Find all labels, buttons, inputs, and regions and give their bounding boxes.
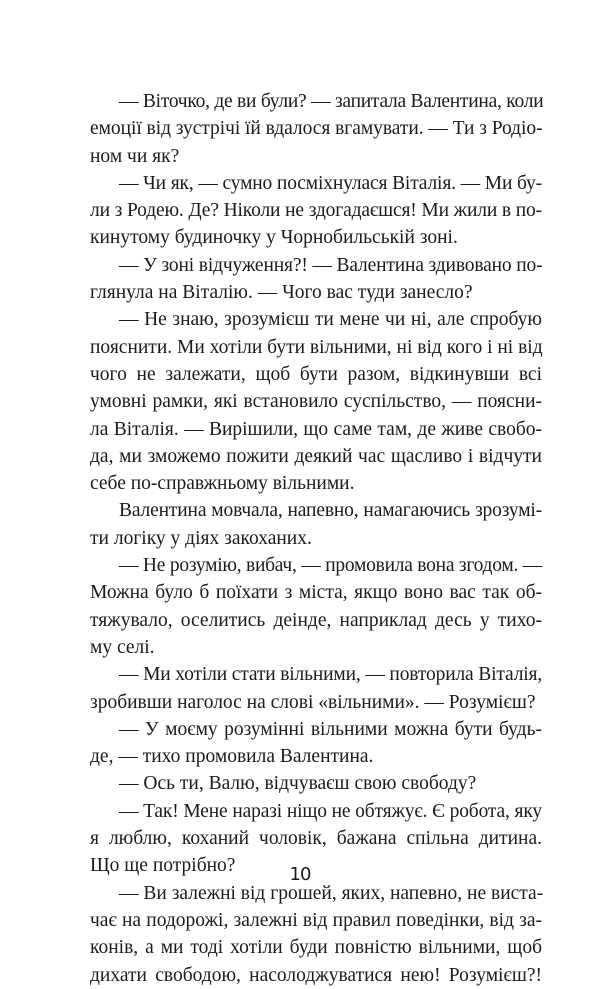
- text-line: пояснити. Ми хотіли бути вільними, ні від кого і ні від: [90, 336, 543, 358]
- text-line: — У моєму розумінні вільними можна бути будь-: [119, 718, 542, 740]
- text-line: — У зоні відчуження?! — Валентина здивовано по-: [119, 254, 543, 276]
- paragraph: [90, 661, 542, 716]
- text-line: ти логіку у діях закоханих.: [90, 527, 312, 549]
- paragraph: [90, 170, 542, 252]
- paragraph: [90, 497, 542, 552]
- text-line: Можна було б поїхати з міста, якщо воно вас так об-: [90, 582, 542, 604]
- text-line: де, — тихо промовила Валентина.: [90, 746, 374, 768]
- text-line: Валентина мовчала, напевно, намагаючись зрозумі-: [119, 500, 542, 522]
- paragraph: [90, 716, 542, 771]
- text-line: умовні рамки, які встановило суспільство, — поясни-: [90, 391, 542, 413]
- text-line: себе по-справжньому вільними.: [90, 473, 355, 495]
- paragraph: [90, 306, 542, 497]
- text-line: чає на подорожі, залежні від правил поведінки, від за-: [90, 909, 542, 931]
- text-line: — Чи як, — сумно посміхнулася Віталія. — Ми бу-: [119, 172, 542, 194]
- text-line: ли з Родею. Де? Ніколи не здогадаєшся! Ми жили в по-: [90, 200, 542, 222]
- paragraph: [90, 552, 542, 661]
- text-line: емоції від зустрічі їй вдалося вгамувати. — Ти з Родіо-: [90, 118, 543, 140]
- text-line: да, ми зможемо пожити деякий час щасливо і відчути: [90, 445, 542, 467]
- text-line: чого не залежати, щоб бути разом, відкинувши всі: [90, 363, 542, 385]
- text-line: глянула на Віталію. — Чого вас туди занесло?: [90, 282, 473, 304]
- text-line: — Не розумію, вибач, — промовила вона згодом. —: [119, 555, 542, 577]
- text-line: кинутому будиночку у Чорнобильській зоні.: [90, 227, 458, 249]
- page-number: 10: [289, 864, 311, 885]
- paragraph: [90, 880, 542, 989]
- text-line: — Ви залежні від грошей, яких, напевно, не виста-: [119, 882, 544, 904]
- text-line: — Ми хотіли стати вільними, — повторила Віталія,: [119, 664, 543, 686]
- text-line: зробивши наголос на слові «вільними». — Розумієш?: [90, 691, 536, 713]
- text-line: я люблю, коханий чоловік, бажана спільна дитина.: [90, 828, 542, 850]
- text-line: — Не знаю, зрозумієш ти мене чи ні, але спробую: [119, 309, 542, 331]
- text-line: — Ось ти, Валю, відчуваєш свою свободу?: [119, 773, 477, 795]
- paragraph: [90, 88, 542, 170]
- text-line: ном чи як?: [90, 145, 180, 167]
- text-line: ла Віталія. — Вирішили, що саме там, де живе свобо-: [90, 418, 542, 440]
- text-line: конів, а ми тоді хотіли буди повністю вільними, щоб: [90, 937, 542, 959]
- text-line: — Віточко, де ви були? — запитала Валентина, коли: [119, 91, 544, 112]
- paragraph: [90, 770, 542, 797]
- book-page-text: [90, 88, 542, 989]
- text-line: тяжувало, оселитись деінде, наприклад десь у тихо-: [90, 609, 542, 631]
- text-line: Що ще потрібно?: [90, 855, 236, 877]
- text-line: дихати свободою, насолоджуватися нею! Розумієш?!: [90, 964, 542, 986]
- text-line: — Так! Мене наразі ніщо не обтяжує. Є робота, яку: [119, 800, 542, 822]
- text-line: му селі.: [90, 636, 155, 658]
- paragraph: [90, 252, 542, 307]
